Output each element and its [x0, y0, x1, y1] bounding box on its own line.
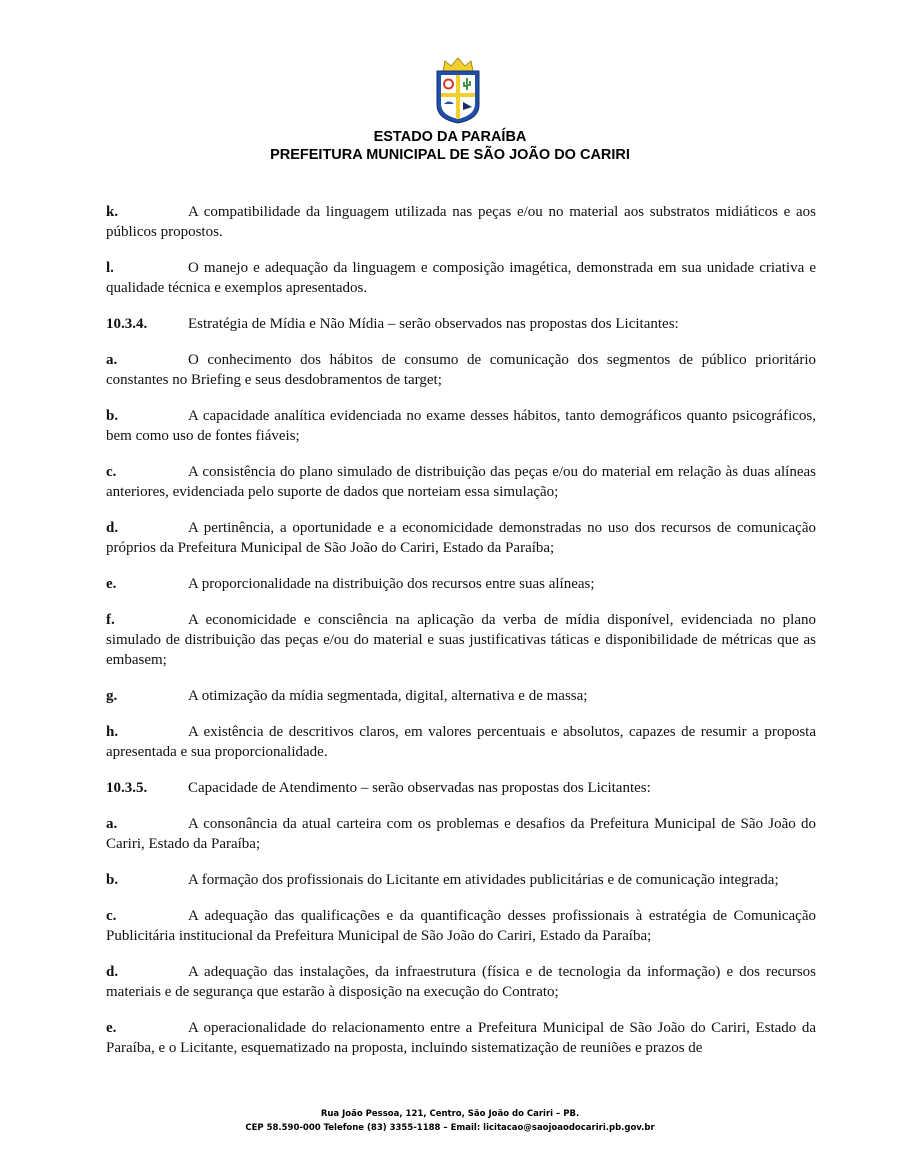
paragraph [106, 258, 816, 298]
paragraph-text: A proporcionalidade na distribuição dos recursos entre suas alíneas; [188, 576, 595, 592]
paragraph-text: Estratégia de Mídia e Não Mídia – serão observados nas propostas dos Licitantes: [188, 316, 679, 332]
paragraph-label: a. [106, 816, 118, 832]
paragraph-text: A adequação das qualificações e da quantificação desses profissionais à estratégia de Comunicação Publicitária institucional da Prefeitura Municipal de São João do Cariri, Estado da Paraíba; [106, 908, 816, 944]
header-state-title: ESTADO DA PARAÍBA [373, 129, 527, 145]
paragraph-label: g. [106, 688, 118, 704]
paragraph-label: e. [106, 576, 117, 592]
section-heading [106, 778, 816, 798]
footer-contact: CEP 58.590-000 Telefone (83) 3355-1188 – Email: licitacao@saojoaodocariri.pb.gov.br [245, 1123, 655, 1133]
paragraph-label: b. [106, 408, 119, 424]
paragraph-text: A adequação das instalações, da infraestrutura (física e de tecnologia da informação) e dos recursos materiais e de segurança que estarão à disposição na execução do Contrato; [106, 964, 816, 1000]
footer-address: Rua João Pessoa, 121, Centro, São João do Cariri – PB. [320, 1109, 580, 1119]
paragraph-label: l. [106, 260, 114, 276]
paragraph-text: O manejo e adequação da linguagem e composição imagética, demonstrada em sua unidade criativa e qualidade técnica e exemplos apresentados. [106, 260, 816, 296]
paragraph-label: k. [106, 204, 119, 220]
document-body [106, 202, 816, 1074]
paragraph-label: d. [106, 964, 119, 980]
paragraph [106, 870, 816, 890]
paragraph [106, 722, 816, 762]
paragraph [106, 962, 816, 1002]
paragraph-text: Capacidade de Atendimento – serão observadas nas propostas dos Licitantes: [188, 780, 651, 796]
letterhead [0, 128, 900, 164]
paragraph-text: A formação dos profissionais do Licitante em atividades publicitárias e de comunicação integrada; [188, 872, 779, 888]
paragraph [106, 906, 816, 946]
paragraph [106, 202, 816, 242]
paragraph-label: d. [106, 520, 119, 536]
paragraph-text: A pertinência, a oportunidade e a economicidade demonstradas no uso dos recursos de comunicação próprios da Prefeitura Municipal de São João do Cariri, Estado da Paraíba; [106, 520, 816, 556]
header-prefecture-title: PREFEITURA MUNICIPAL DE SÃO JOÃO DO CARIRI [270, 147, 630, 163]
paragraph-label: b. [106, 872, 119, 888]
page-footer [0, 1107, 900, 1135]
paragraph-label: c. [106, 464, 117, 480]
paragraph-text: A consistência do plano simulado de distribuição das peças e/ou do material em relação às duas alíneas anteriores, evidenciada pelo suporte de dados que norteiam essa simulação; [106, 464, 816, 500]
paragraph-label: 10.3.4. [106, 316, 148, 332]
paragraph-text: A otimização da mídia segmentada, digital, alternativa e de massa; [188, 688, 588, 704]
paragraph-label: e. [106, 1020, 117, 1036]
paragraph-text: O conhecimento dos hábitos de consumo de comunicação dos segmentos de público prioritário constantes no Briefing e seus desdobramentos de target; [106, 352, 816, 388]
paragraph [106, 518, 816, 558]
paragraph-label: 10.3.5. [106, 780, 148, 796]
paragraph [106, 686, 816, 706]
paragraph-text: A existência de descritivos claros, em valores percentuais e absolutos, capazes de resumir a proposta apresentada e sua proporcionalidade. [106, 724, 816, 760]
paragraph [106, 406, 816, 446]
paragraph-text: A operacionalidade do relacionamento entre a Prefeitura Municipal de São João do Cariri, Estado da Paraíba, e o Licitante, esquematizado na proposta, incluindo sistematização de reuniões e prazos de [106, 1020, 816, 1056]
paragraph [106, 574, 816, 594]
paragraph-text: A consonância da atual carteira com os problemas e desafios da Prefeitura Municipal de São João do Cariri, Estado da Paraíba; [106, 816, 816, 852]
paragraph [106, 1018, 816, 1058]
paragraph-label: a. [106, 352, 118, 368]
paragraph-text: A economicidade e consciência na aplicação da verba de mídia disponível, evidenciada no plano simulado de distribuição das peças e/ou do material e suas justificativas táticas e disponibilidade de métricas que as embasem; [106, 612, 816, 668]
municipal-coat-of-arms-icon [433, 55, 483, 125]
section-heading [106, 314, 816, 334]
paragraph-text: A compatibilidade da linguagem utilizada nas peças e/ou no material aos substratos midiáticos e aos públicos propostos. [106, 204, 816, 240]
paragraph-label: c. [106, 908, 117, 924]
paragraph [106, 462, 816, 502]
paragraph [106, 814, 816, 854]
paragraph-text: A capacidade analítica evidenciada no exame desses hábitos, tanto demográficos quanto psicográficos, bem como uso de fontes fiáveis; [106, 408, 816, 444]
paragraph-label: f. [106, 612, 115, 628]
paragraph [106, 610, 816, 670]
paragraph-label: h. [106, 724, 119, 740]
paragraph [106, 350, 816, 390]
